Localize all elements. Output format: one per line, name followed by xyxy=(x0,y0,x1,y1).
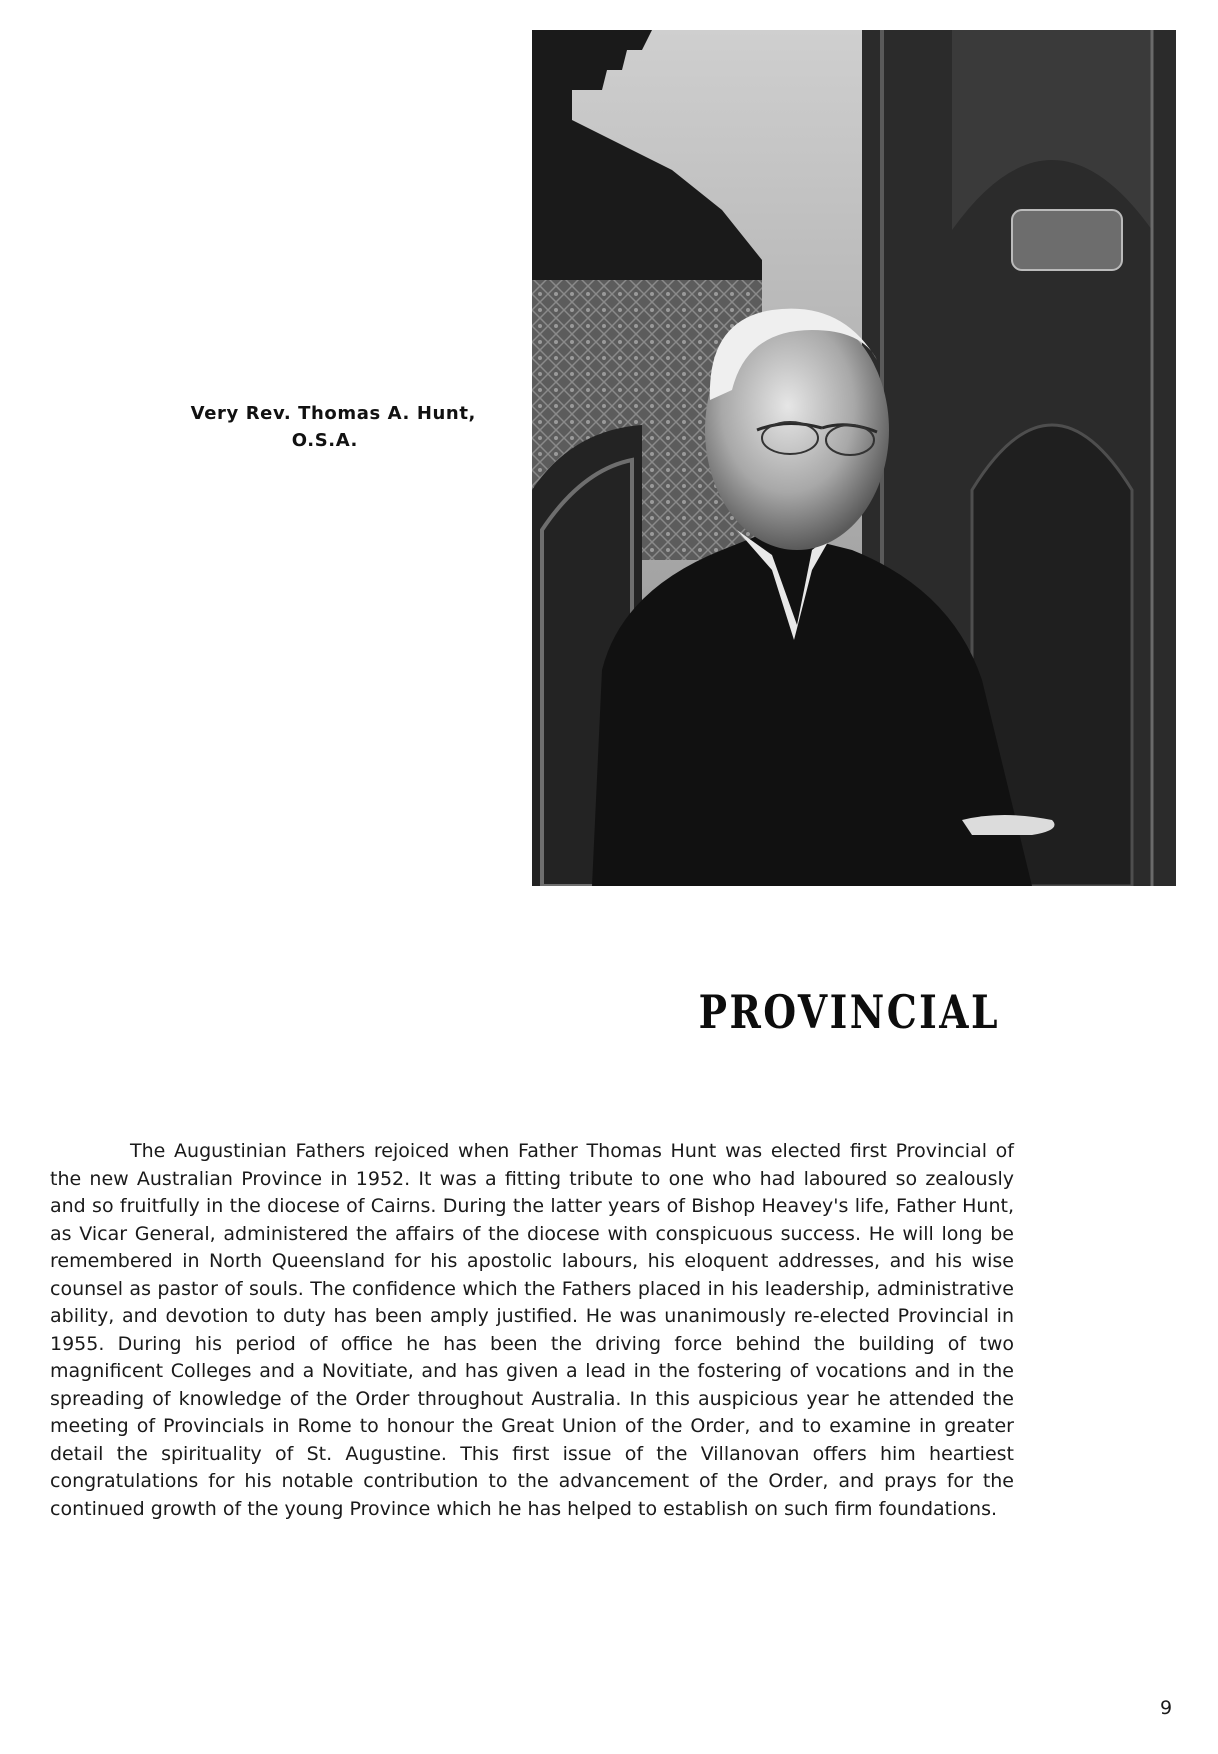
page-number: 9 xyxy=(1160,1697,1173,1719)
section-heading: PROVINCIAL xyxy=(698,985,1000,1039)
caption-name: Very Rev. Thomas A. Hunt, xyxy=(190,403,476,424)
caption-title: O.S.A. xyxy=(291,430,358,451)
article-body: The Augustinian Fathers rejoiced when Father Thomas Hunt was elected first Provincial of the new Australian Province in 1952. It was a fitting tribute to one who had laboured so zealously and so fruitfully in the diocese of Cairns. During the latter years of Bishop Heavey's life, Father Hunt, as Vicar General, administered the affairs of the diocese with conspicuous success. He will long be remembered in North Queensland for his apostolic labours, his eloquent addresses, and his wise counsel as pastor of souls. The confidence which the Fathers placed in his leadership, administrative ability, and devotion to duty has been amply justified. He was unanimously re-elected Provincial in 1955. During his period of office he has been the driving force behind the building of two magnificent Colleges and a Novitiate, and has given a lead in the fostering of vocations and in the spreading of knowledge of the Order throughout Australia. In this auspicious year he attended the meeting of Provincials in Rome to honour the Great Union of the Order, and to examine in greater detail the spirituality of St. Augustine. This first issue of the Villanovan offers him heartiest congratulations for his notable contribution to the advancement of the Order, and prays for the continued growth of the young Province which he has helped to establish on such firm foundations. xyxy=(50,1140,1014,1520)
photo-caption xyxy=(120,400,476,454)
portrait-photo xyxy=(532,30,1176,886)
